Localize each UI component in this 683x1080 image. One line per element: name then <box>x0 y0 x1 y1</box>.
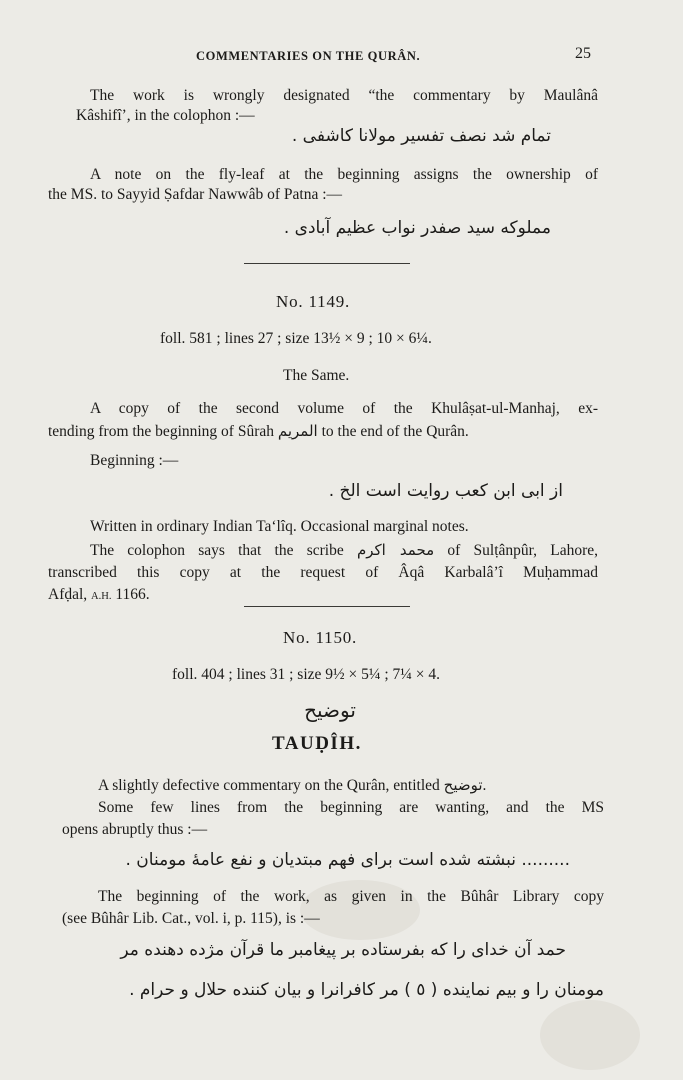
persian-quote: مملوکه سید صفدر نواب عظیم آبادی . <box>283 218 551 238</box>
paragraph-line: tending from the beginning of Sûrah المریم to the end of the Qurân. <box>48 422 469 440</box>
paragraph-line: Afḍal, A.H. 1166. <box>48 586 150 603</box>
persian-quote: حمد آن خدای را که بفرستاده بر پیغامبر ما قرآن مژده دهنده مر <box>120 940 566 960</box>
running-header: COMMENTARIES ON THE QURÂN. <box>196 49 421 63</box>
paragraph-line: (see Bûhâr Lib. Cat., vol. i, p. 115), is :— <box>62 910 320 927</box>
section-divider <box>244 263 410 264</box>
work-title: TAUḌÎH. <box>272 733 362 754</box>
beginning-label: Beginning :— <box>90 452 179 469</box>
inline-arabic: توضیح <box>443 776 483 794</box>
paragraph-line: A slightly defective commentary on the Qurân, entitled توضیح. <box>98 776 487 794</box>
paragraph-line: opens abruptly thus :— <box>62 821 208 838</box>
entry-title: The Same. <box>283 367 350 384</box>
entry-details: foll. 581 ; lines 27 ; size 13½ × 9 ; 10 × 6¼. <box>160 330 432 347</box>
entry-number: No. 1149. <box>276 292 351 311</box>
persian-quote: ......... نبشته شده است برای فهم مبتدیان و نفع عامهٔ مومنان . <box>125 850 570 870</box>
persian-quote: مومنان را و بیم نماینده ( ٥ ) مر کافرانرا و بیان کننده حلال و حرام . <box>129 980 604 1000</box>
paragraph-line: The colophon says that the scribe محمد اکرم of Sulṭânpûr, Lahore, <box>90 541 599 559</box>
persian-quote: از ابی ابن کعب روایت است الخ . <box>328 481 563 501</box>
page-number: 25 <box>575 45 591 62</box>
paragraph-line: A copy of the second volume of the Khulâṣat-ul-Manhaj, ex- <box>90 400 598 417</box>
paragraph-line: Written in ordinary Indian Ta‘lîq. Occasional marginal notes. <box>90 518 469 535</box>
paragraph-line: The work is wrongly designated “the commentary by Maulânâ <box>90 87 598 104</box>
paper-stain <box>540 1000 640 1070</box>
paragraph-line: The beginning of the work, as given in the Bûhâr Library copy <box>98 888 604 905</box>
persian-quote: تمام شد نصف تفسیر مولانا کاشفی . <box>291 126 551 146</box>
section-divider <box>244 606 410 607</box>
title-arabic: توضیح <box>304 698 356 722</box>
paragraph-line: the MS. to Sayyid Ṣafdar Nawwâb of Patna :— <box>48 186 343 203</box>
entry-number: No. 1150. <box>283 628 358 647</box>
paragraph-line: Some few lines from the beginning are wanting, and the MS <box>98 799 604 816</box>
paragraph-line: transcribed this copy at the request of Âqâ Karbalâ’î Muḥammad <box>48 564 598 581</box>
entry-details: foll. 404 ; lines 31 ; size 9½ × 5¼ ; 7¼ × 4. <box>172 666 441 683</box>
inline-arabic: محمد اکرم <box>356 541 435 559</box>
paragraph-line: Kâshifî’, in the colophon :— <box>76 107 255 124</box>
inline-arabic: المریم <box>277 422 318 440</box>
paragraph-line: A note on the fly-leaf at the beginning assigns the ownership of <box>90 166 598 183</box>
